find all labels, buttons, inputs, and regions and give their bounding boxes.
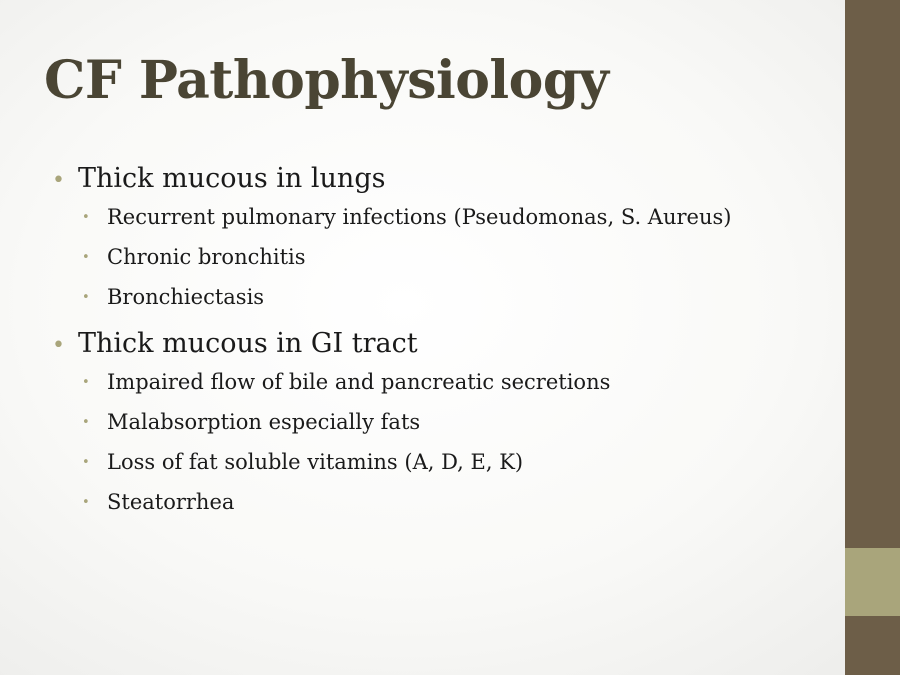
subbullet-text: Malabsorption especially fats — [107, 410, 421, 434]
subbullet-text: Recurrent pulmonary infections (Pseudomonas, S. Aureus) — [107, 205, 732, 229]
bullet-dot-icon: • — [82, 455, 90, 470]
sublist-lungs — [52, 199, 842, 319]
subbullet — [52, 404, 842, 444]
bullet-dot-icon: • — [82, 290, 90, 305]
slide-content — [52, 160, 842, 524]
bullet-dot-icon: • — [52, 333, 65, 358]
subbullet — [52, 364, 842, 404]
subbullet — [52, 484, 842, 524]
subbullet-text: Loss of fat soluble vitamins (A, D, E, K) — [107, 450, 524, 474]
bullet-dot-icon: • — [82, 250, 90, 265]
subbullet-text: Bronchiectasis — [107, 285, 265, 309]
bullet-text: Thick mucous in GI tract — [78, 328, 418, 359]
subbullet — [52, 199, 842, 239]
bullet-dot-icon: • — [52, 168, 65, 193]
bullet-dot-icon: • — [82, 415, 90, 430]
subbullet-text: Chronic bronchitis — [107, 245, 306, 269]
subbullet — [52, 444, 842, 484]
bullet-lungs — [52, 161, 842, 199]
slide-title: CF Pathophysiology — [44, 50, 609, 111]
bullet-dot-icon: • — [82, 375, 90, 390]
subbullet-text: Impaired flow of bile and pancreatic secretions — [107, 370, 611, 394]
bullet-gi-tract — [52, 326, 842, 364]
subbullet-text: Steatorrhea — [107, 490, 235, 514]
bullet-text: Thick mucous in lungs — [78, 163, 386, 194]
subbullet — [52, 279, 842, 319]
bullet-dot-icon: • — [82, 210, 90, 225]
decorative-sidebar-accent — [845, 548, 900, 616]
subbullet — [52, 239, 842, 279]
sublist-gi-tract — [52, 364, 842, 524]
bullet-dot-icon: • — [82, 495, 90, 510]
